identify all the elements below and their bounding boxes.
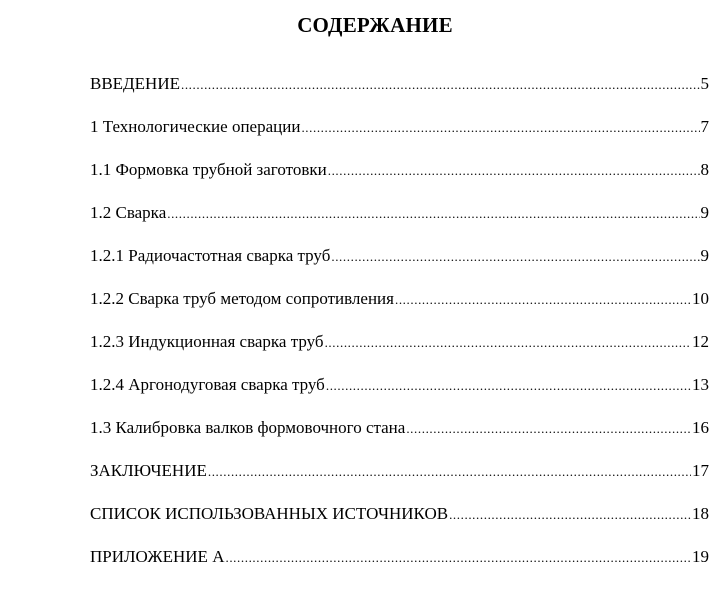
toc-entry-page-number: 18 [692, 504, 709, 523]
dot-leader [328, 159, 700, 183]
dot-leader [331, 245, 699, 269]
toc-entry-page-number: 5 [700, 74, 709, 93]
toc-entry-section-1-2-3 [90, 330, 709, 373]
toc-entry-title: 1.2.3 Индукционная сварка труб [90, 332, 324, 351]
toc-entry-title: ВВЕДЕНИЕ [90, 74, 180, 93]
dot-leader [325, 331, 691, 355]
toc-entry-title: ПРИЛОЖЕНИЕ А [90, 547, 225, 566]
dot-leader [181, 73, 700, 97]
toc-entry-page-number: 9 [700, 246, 709, 265]
toc-entry-page-number: 17 [692, 461, 709, 480]
toc-entry-title: 1.1 Формовка трубной заготовки [90, 160, 327, 179]
toc-entry-title: 1.2.2 Сварка труб методом сопротивления [90, 289, 394, 308]
toc-entry-page-number: 10 [692, 289, 709, 308]
toc-entry-appendix-a [90, 545, 709, 588]
dot-leader [326, 374, 691, 398]
toc-entry-section-1-2 [90, 201, 709, 244]
dot-leader [449, 503, 691, 527]
table-of-contents [90, 72, 709, 588]
dot-leader [301, 116, 699, 140]
toc-entry-page-number: 8 [700, 160, 709, 179]
toc-entry-title: 1.2.4 Аргонодуговая сварка труб [90, 375, 325, 394]
toc-entry-title: 1.3 Калибровка валков формовочного стана [90, 418, 406, 437]
toc-entry-section-1-3 [90, 416, 709, 459]
toc-entry-section-1-2-2 [90, 287, 709, 330]
dot-leader [395, 288, 691, 312]
dot-leader [225, 546, 691, 570]
toc-entry-title: 1 Технологические операции [90, 117, 301, 136]
toc-entry-section-1-1 [90, 158, 709, 201]
toc-entry-title: СПИСОК ИСПОЛЬЗОВАННЫХ ИСТОЧНИКОВ [90, 504, 449, 523]
toc-entry-page-number: 16 [692, 418, 709, 437]
toc-entry-section-1-2-1 [90, 244, 709, 287]
dot-leader [406, 417, 691, 441]
toc-entry-page-number: 7 [700, 117, 709, 136]
toc-entry-title: ЗАКЛЮЧЕНИЕ [90, 461, 207, 480]
toc-entry-page-number: 9 [700, 203, 709, 222]
toc-entry-page-number: 13 [692, 375, 709, 394]
page-title: СОДЕРЖАНИЕ [297, 13, 453, 37]
toc-entry-page-number: 19 [692, 547, 709, 566]
toc-entry-title: 1.2.1 Радиочастотная сварка труб [90, 246, 331, 265]
toc-entry-title: 1.2 Сварка [90, 203, 167, 222]
dot-leader [208, 460, 691, 484]
dot-leader [167, 202, 699, 226]
toc-entry-introduction [90, 72, 709, 115]
toc-entry-references [90, 502, 709, 545]
toc-entry-section-1-2-4 [90, 373, 709, 416]
toc-entry-section-1 [90, 115, 709, 158]
toc-entry-conclusion [90, 459, 709, 502]
toc-entry-page-number: 12 [692, 332, 709, 351]
